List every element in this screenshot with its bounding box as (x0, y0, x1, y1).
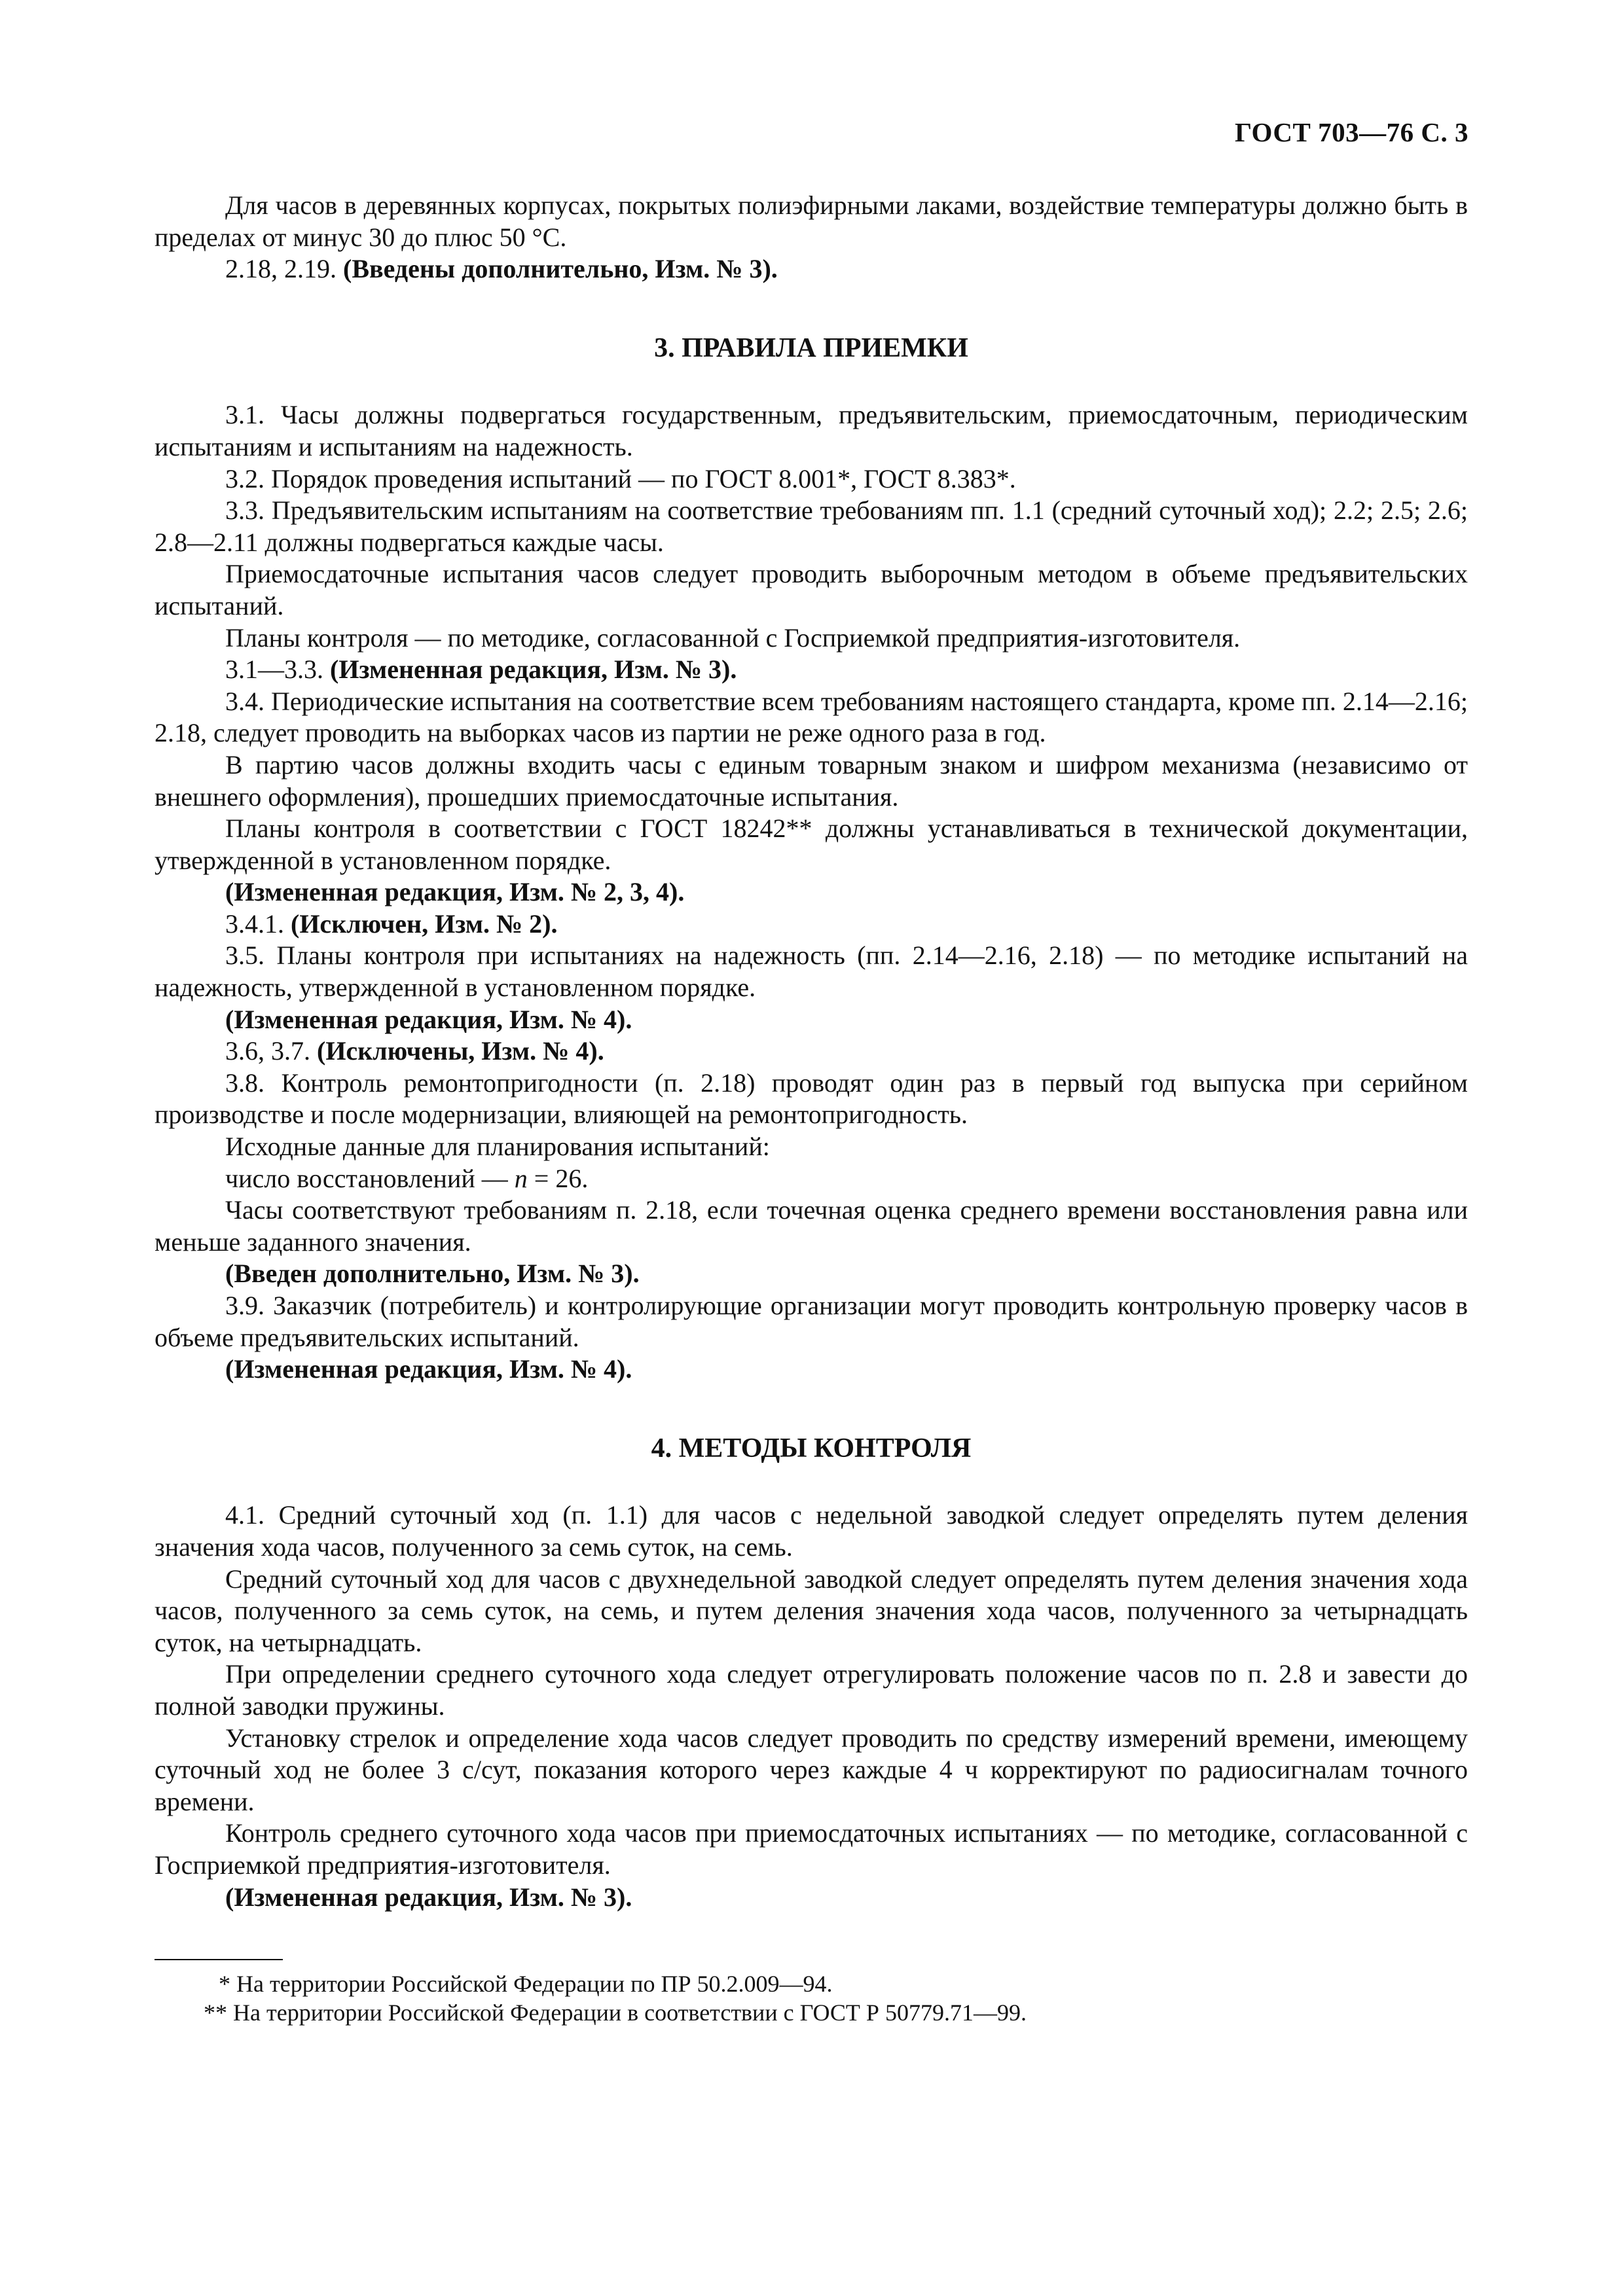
amendment-note: (Введен дополнительно, Изм. № 3). (225, 1259, 640, 1289)
paragraph: В партию часов должны входить часы с единым товарным знаком и шифром механизма (независимо от внешнего оформления), прошедших приемосдаточные испытания. (155, 749, 1468, 812)
paragraph: Контроль среднего суточного хода часов при приемосдаточных испытаниях — по методике, согласованной с Госприемкой предприятия-изготовителя. (155, 1818, 1468, 1880)
section-heading-3: 3. ПРАВИЛА ПРИЕМКИ (654, 332, 968, 363)
paragraph: Планы контроля в соответствии с ГОСТ 18242** должны устанавливаться в технической документации, утвержденной в установленном порядке. (155, 814, 1468, 875)
document-body (155, 190, 1468, 1913)
paragraph: Приемосдаточные испытания часов следует проводить выборочным методом в объеме предъявительских испытаний. (155, 559, 1468, 620)
amendment-note: (Измененная редакция, Изм. № 4). (225, 1004, 632, 1034)
clause-number: 3.4.1. (225, 908, 291, 939)
paragraph: 3.5. Планы контроля при испытаниях на надежность (пп. 2.14—2.16, 2.18) — по методике испытаний на надежность, утвержденной в установленном порядке. (155, 941, 1468, 1003)
paragraph (155, 654, 1468, 686)
text-run: = 26. (527, 1163, 589, 1193)
clause-number: 2.18, 2.19. (225, 254, 343, 284)
amendment-note: (Введены дополнительно, Изм. № 3). (343, 254, 778, 284)
paragraph: 3.1. Часы должны подвергаться государственным, предъявительским, приемосдаточным, периодическим испытаниям и испытаниям на надежность. (155, 400, 1468, 461)
paragraph: Средний суточный ход для часов с двухнедельной заводкой следует определять путем деления значения хода часов, полученного за семь суток, на семь, и путем деления значения хода часов, полученного за четырнадцать суток, на четырнадцать. (155, 1564, 1468, 1657)
paragraph: Для часов в деревянных корпусах, покрытых полиэфирными лаками, воздействие температуры должно быть в пределах от минус 30 до плюс 50 °С. (155, 190, 1468, 252)
page-header: ГОСТ 703—76 С. 3 (1234, 117, 1468, 147)
amendment-note: (Измененная редакция, Изм. № 3). (225, 1882, 632, 1912)
amendment-note: (Исключен, Изм. № 2). (291, 908, 558, 939)
footnote: * На территории Российской Федерации по ПР 50.2.009—94. (219, 1971, 833, 1997)
paragraph (155, 1163, 1468, 1195)
paragraph (155, 1035, 1468, 1067)
amendment-note: (Исключены, Изм. № 4). (317, 1036, 604, 1066)
amendment-note: (Измененная редакция, Изм. № 4). (225, 1354, 632, 1384)
paragraph: Установку стрелок и определение хода часов следует проводить по средству измерений времени, имеющему суточный ход не более 3 с/сут, показания которого через каждые 4 ч корректируют по радиосигналам точного времени. (155, 1723, 1468, 1816)
paragraph: 4.1. Средний суточный ход (п. 1.1) для часов с недельной заводкой следует определять путем деления значения хода часов, полученного за семь суток, на семь. (155, 1500, 1468, 1562)
paragraph: 3.2. Порядок проведения испытаний — по ГОСТ 8.001*, ГОСТ 8.383*. (225, 463, 1016, 493)
text-run: число восстановлений — (225, 1163, 515, 1193)
section-heading-4: 4. МЕТОДЫ КОНТРОЛЯ (651, 1433, 972, 1463)
paragraph: 3.9. Заказчик (потребитель) и контролирующие организации могут проводить контрольную проверку часов в объеме предъявительских испытаний. (155, 1291, 1468, 1352)
paragraph: 3.3. Предъявительским испытаниям на соответствие требованиям пп. 1.1 (средний суточный ход); 2.2; 2.5; 2.6; 2.8—2.11 должны подвергаться каждые часы. (155, 495, 1468, 557)
amendment-note: (Измененная редакция, Изм. № 3). (330, 655, 737, 685)
paragraph (155, 253, 1468, 285)
paragraph: Часы соответствуют требованиям п. 2.18, если точечная оценка среднего времени восстановления равна или меньше заданного значения. (155, 1195, 1468, 1257)
amendment-note: (Измененная редакция, Изм. № 2, 3, 4). (225, 877, 685, 907)
paragraph: 3.8. Контроль ремонтопригодности (п. 2.18) проводят один раз в первый год выпуска при серийном производстве и после модернизации, влияющей на ремонтопригодность. (155, 1067, 1468, 1130)
footnotes (155, 1959, 1468, 2027)
paragraph: Планы контроля — по методике, согласованной с Госприемкой предприятия-изготовителя. (225, 622, 1241, 653)
paragraph: 3.4. Периодические испытания на соответствие всем требованиям настоящего стандарта, кроме пп. 2.14—2.16; 2.18, следует проводить на выборках часов из партии не реже одного раза в год. (155, 686, 1468, 748)
clause-number: 3.6, 3.7. (225, 1036, 317, 1066)
variable-n: n (514, 1163, 528, 1193)
footnote: ** На территории Российской Федерации в соответствии с ГОСТ Р 50779.71—99. (204, 2000, 1027, 2026)
clause-number: 3.1—3.3. (225, 655, 330, 685)
footnote-divider (155, 1959, 283, 1960)
paragraph: Исходные данные для планирования испытаний: (225, 1132, 770, 1162)
paragraph: При определении среднего суточного хода следует отрегулировать положение часов по п. 2.8 и завести до полной заводки пружины. (155, 1659, 1468, 1721)
paragraph (155, 908, 1468, 941)
